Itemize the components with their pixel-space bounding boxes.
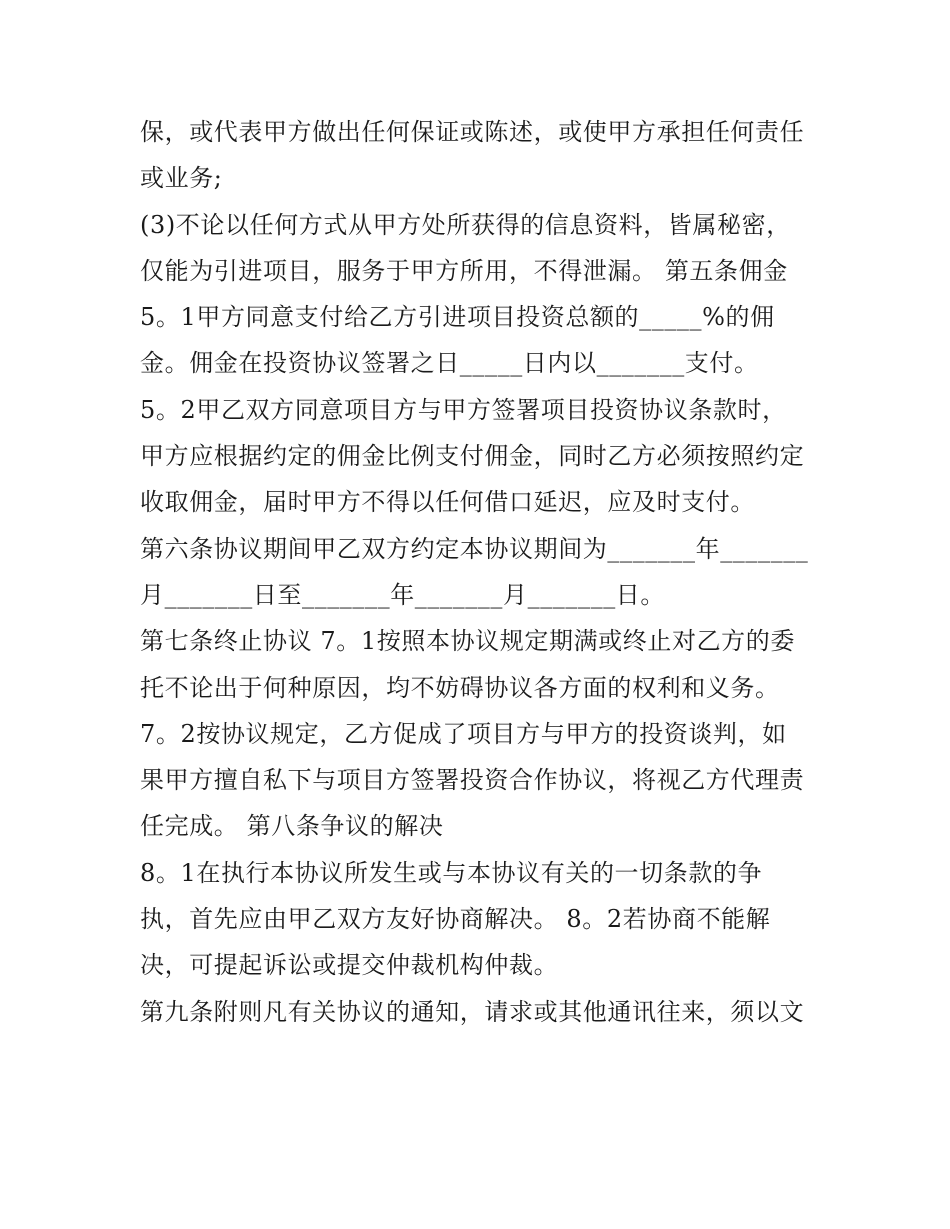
text-line-16: 任完成。 第八条争议的解决	[140, 812, 444, 841]
text-line-5: 5。1甲方同意支付给乙方引进项目投资总额的_____%的佣	[140, 303, 775, 332]
text-line-18: 执，首先应由甲乙双方友好协商解决。 8。2若协商不能解	[140, 905, 771, 934]
text-line-1: 保，或代表甲方做出任何保证或陈述，或使甲方承担任何责任	[140, 118, 805, 146]
text-line-6: 金。佣金在投资协议签署之日_____日内以_______支付。	[140, 349, 759, 378]
text-line-3: (3)不论以任何方式从甲方处所获得的信息资料，皆属秘密，	[140, 210, 791, 239]
text-line-15: 果甲方擅自私下与项目方签署投资合作协议，将视乙方代理责	[140, 766, 805, 795]
text-line-10: 第六条协议期间甲乙双方约定本协议期间为_______年_______	[140, 534, 809, 563]
text-line-9: 收取佣金，届时甲方不得以任何借口延迟，应及时支付。	[140, 488, 755, 517]
text-line-4: 仅能为引进项目，服务于甲方所用，不得泄漏。 第五条佣金	[140, 256, 788, 285]
text-line-17: 8。1在执行本协议所发生或与本协议有关的一切条款的争	[140, 858, 763, 887]
document-body	[140, 109, 830, 1035]
text-line-11: 月_______日至_______年_______月_______日。	[140, 580, 665, 609]
text-line-7: 5。2甲乙双方同意项目方与甲方签署项目投资协议条款时，	[140, 395, 787, 424]
text-line-12: 第七条终止协议 7。1按照本协议规定期满或终止对乙方的委	[140, 627, 795, 656]
text-line-2: 或业务;	[140, 164, 223, 193]
text-line-14: 7。2按协议规定，乙方促成了项目方与甲方的投资谈判，如	[140, 719, 787, 748]
text-line-13: 托不论出于何种原因，均不妨碍协议各方面的权利和义务。	[140, 673, 780, 702]
text-line-20: 第九条附则凡有关协议的通知，请求或其他通讯往来，须以文	[140, 997, 805, 1026]
text-line-8: 甲方应根据约定的佣金比例支付佣金，同时乙方必须按照约定	[140, 442, 805, 471]
text-line-19: 决，可提起诉讼或提交仲裁机构仲裁。	[140, 951, 559, 980]
